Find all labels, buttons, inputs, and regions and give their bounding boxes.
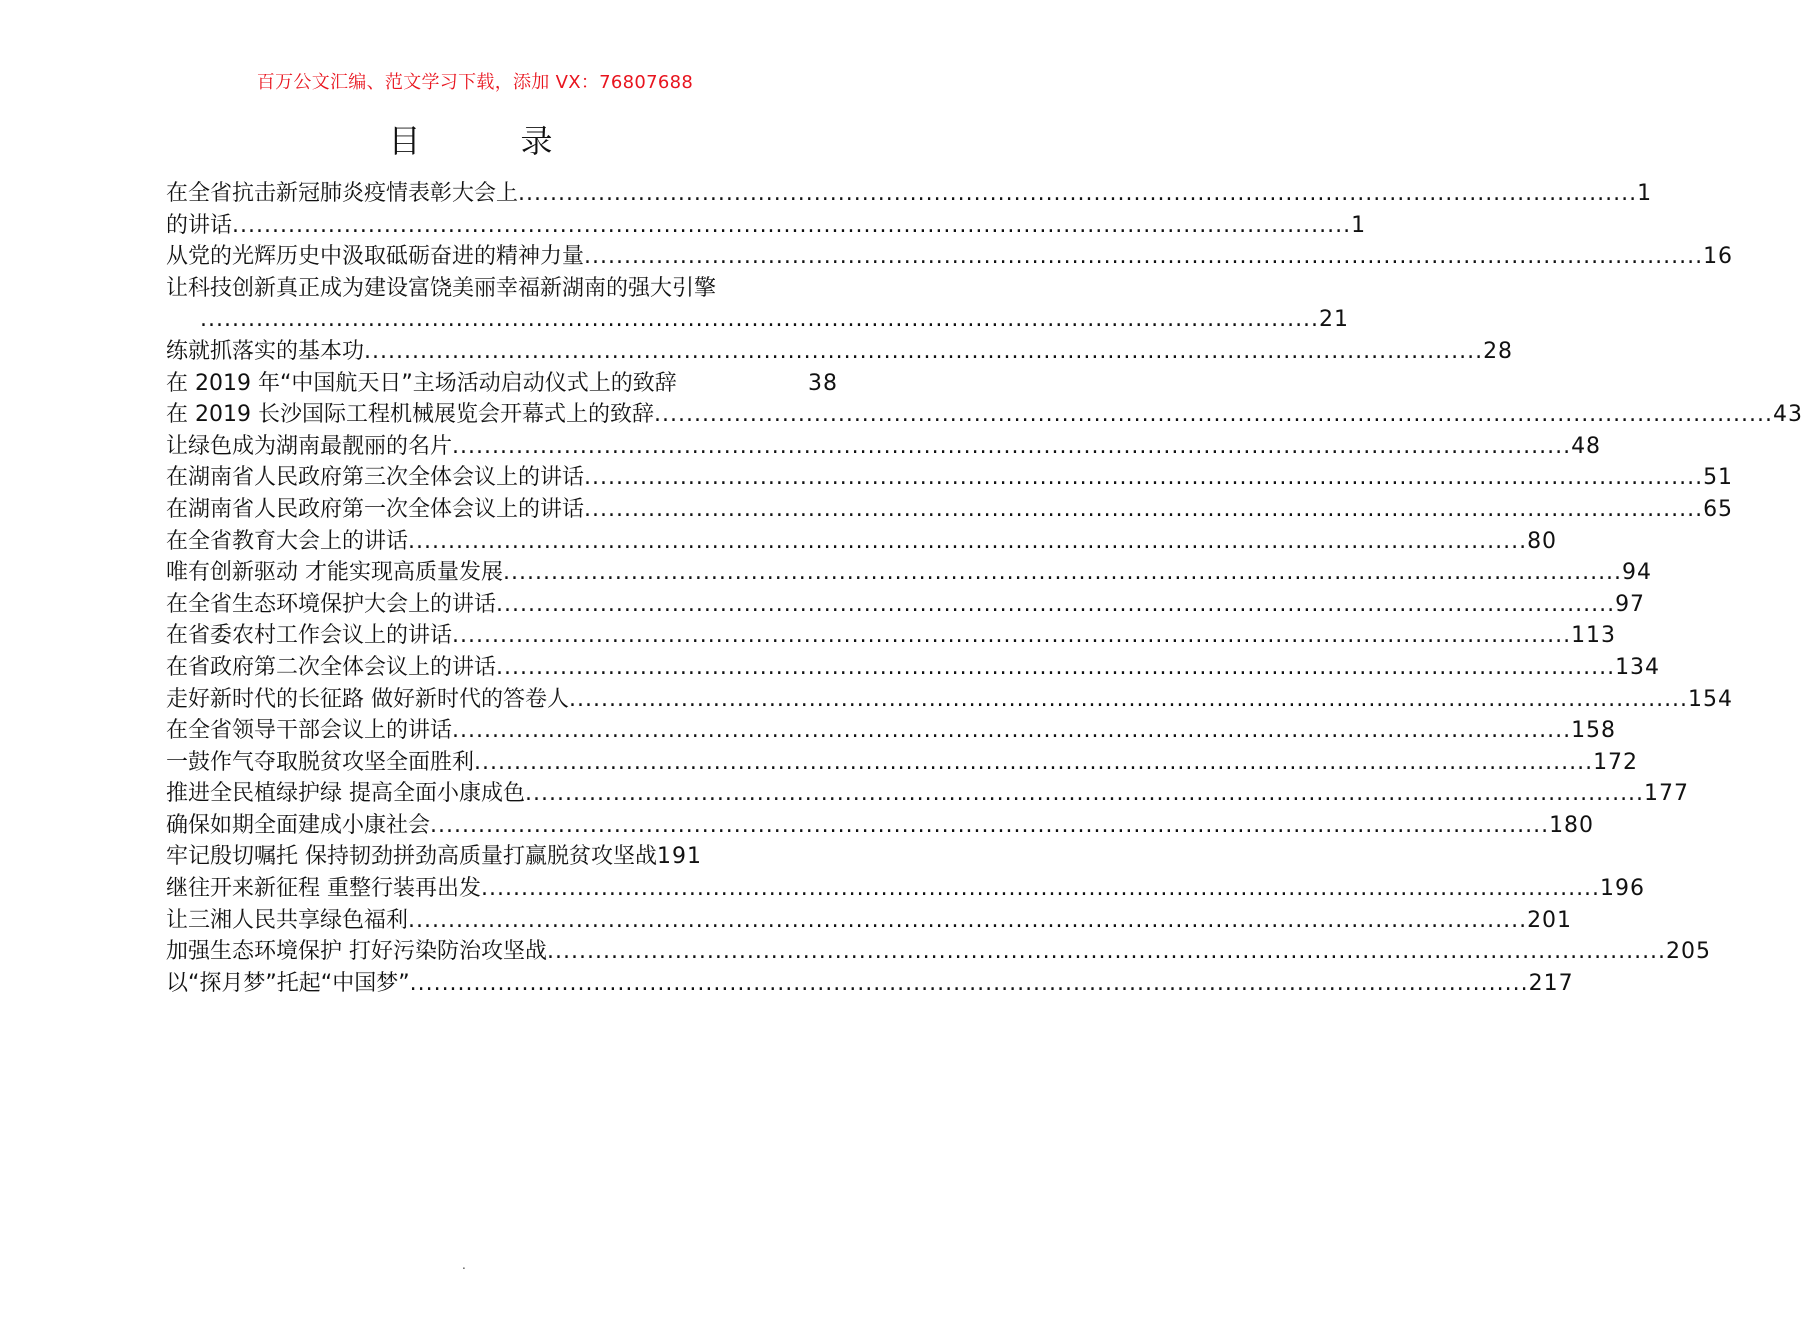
toc-entry-page: 113 bbox=[1571, 623, 1617, 649]
toc-leader-dots bbox=[232, 210, 1351, 242]
toc-entry-continuation[interactable] bbox=[166, 304, 1350, 336]
toc-leader-dots bbox=[525, 778, 1644, 810]
toc-entry-page: 51 bbox=[1703, 465, 1734, 491]
toc-entry-title: 在 2019 长沙国际工程机械展览会开幕式上的致辞 bbox=[166, 402, 654, 428]
toc-leader-dots bbox=[518, 178, 1637, 210]
toc-entry-title: 确保如期全面建成小康社会 bbox=[166, 812, 431, 838]
toc-entry[interactable] bbox=[166, 526, 1558, 558]
toc-leader-dots bbox=[584, 494, 1703, 526]
toc-entry-title: 唯有创新驱动 才能实现高质量发展 bbox=[166, 560, 503, 586]
toc-entry-page: 80 bbox=[1527, 528, 1558, 554]
toc-entry-title: 加强生态环境保护 打好污染防治攻坚战 bbox=[166, 939, 547, 965]
toc-entry-page: 201 bbox=[1527, 907, 1573, 933]
toc-entry-title: 在省委农村工作会议上的讲话 bbox=[166, 623, 453, 649]
toc-entry-title: 在湖南省人民政府第一次全体会议上的讲话 bbox=[166, 496, 585, 522]
toc-leader-dots bbox=[496, 589, 1615, 621]
toc-leader-dots bbox=[474, 747, 1593, 779]
toc-entry-page: 43 bbox=[1773, 402, 1803, 428]
toc-entry[interactable] bbox=[166, 620, 1617, 652]
toc-entry-title: 在省政府第二次全体会议上的讲话 bbox=[166, 654, 497, 680]
page-number-mark: . bbox=[462, 1258, 466, 1272]
toc-entry-page: 1 bbox=[1351, 212, 1367, 238]
toc-leader-dots bbox=[584, 462, 1703, 494]
toc-leader-dots bbox=[452, 620, 1571, 652]
toc-entry-page: 94 bbox=[1622, 560, 1653, 586]
toc-entry-title: 牢记殷切嘱托 保持韧劲拼劲高质量打赢脱贫攻坚战 bbox=[166, 844, 657, 870]
toc-entry-page: 21 bbox=[1319, 307, 1350, 333]
toc-leader-dots bbox=[547, 936, 1666, 968]
toc-leader-dots bbox=[452, 431, 1571, 463]
toc-entry-page: 38 bbox=[808, 370, 838, 396]
toc-entry[interactable] bbox=[166, 905, 1573, 937]
toc-entry-title: 在全省领导干部会议上的讲话 bbox=[166, 718, 453, 744]
header-watermark-note: 百万公文汇编、范文学习下载，添加 VX：76807688 bbox=[256, 72, 694, 93]
toc-entry-page: 180 bbox=[1549, 812, 1595, 838]
toc-entry[interactable] bbox=[166, 494, 1734, 526]
toc-leader-dots bbox=[481, 873, 1600, 905]
toc-leader-dots bbox=[410, 968, 1529, 1000]
toc-entry-page: 205 bbox=[1666, 939, 1712, 965]
toc-entry-title: 从党的光辉历史中汲取砥砺奋进的精神力量 bbox=[166, 244, 585, 270]
toc-leader-dots bbox=[584, 241, 1703, 273]
toc-entry[interactable] bbox=[166, 778, 1690, 810]
toc-entry-title: 在湖南省人民政府第三次全体会议上的讲话 bbox=[166, 465, 585, 491]
toc-entry[interactable] bbox=[166, 715, 1617, 747]
toc-leader-dots bbox=[569, 684, 1688, 716]
toc-entry[interactable] bbox=[166, 399, 1803, 431]
toc-entry[interactable] bbox=[166, 210, 1367, 242]
toc-entry[interactable] bbox=[166, 936, 1712, 968]
toc-entry-page: 97 bbox=[1615, 591, 1646, 617]
toc-entry-title: 在全省抗击新冠肺炎疫情表彰大会上 bbox=[166, 181, 519, 206]
toc-entry-title: 一鼓作气夺取脱贫攻坚全面胜利 bbox=[166, 749, 475, 775]
toc-entry-title: 在全省教育大会上的讲话 bbox=[166, 528, 409, 554]
toc-entry-title: 让科技创新真正成为建设富饶美丽幸福新湖南的强大引擎 bbox=[166, 275, 717, 301]
toc-entry[interactable] bbox=[166, 810, 1595, 842]
toc-entry-page: 191 bbox=[657, 844, 702, 870]
toc-entry-title: 让绿色成为湖南最靓丽的名片 bbox=[166, 433, 453, 459]
toc-entry[interactable] bbox=[166, 589, 1646, 621]
toc-entry[interactable] bbox=[166, 747, 1639, 779]
toc-leader-dots bbox=[408, 526, 1527, 558]
toc-leader-dots bbox=[654, 399, 1773, 431]
toc-entry-title: 在全省生态环境保护大会上的讲话 bbox=[166, 591, 497, 617]
toc-entry[interactable] bbox=[166, 178, 1653, 210]
toc-entry[interactable] bbox=[166, 336, 1514, 368]
toc-entry-page: 196 bbox=[1600, 876, 1646, 902]
table-of-contents bbox=[166, 178, 1803, 999]
toc-entry-page: 65 bbox=[1703, 496, 1734, 522]
toc-entry[interactable] bbox=[166, 462, 1734, 494]
toc-entry-title: 走好新时代的长征路 做好新时代的答卷人 bbox=[166, 686, 569, 712]
toc-entry-page: 154 bbox=[1688, 686, 1734, 712]
toc-entry-title: 继往开来新征程 重整行装再出发 bbox=[166, 876, 481, 902]
toc-entry[interactable] bbox=[166, 684, 1734, 716]
toc-entry-page: 177 bbox=[1644, 781, 1690, 807]
toc-entry-page: 48 bbox=[1571, 433, 1602, 459]
toc-entry[interactable] bbox=[166, 873, 1646, 905]
toc-entry-page: 1 bbox=[1637, 181, 1653, 206]
toc-entry[interactable] bbox=[166, 841, 838, 873]
toc-entry-title: 练就抓落实的基本功 bbox=[166, 338, 365, 364]
toc-leader-dots bbox=[200, 304, 1319, 336]
toc-entry[interactable] bbox=[166, 968, 1574, 1000]
toc-leader-dots bbox=[496, 652, 1615, 684]
toc-entry[interactable] bbox=[166, 557, 1653, 589]
toc-entry-title: 在 2019 年“中国航天日”主场活动启动仪式上的致辞 bbox=[166, 370, 677, 396]
toc-leader-dots bbox=[503, 557, 1622, 589]
toc-entry[interactable] bbox=[166, 431, 1602, 463]
toc-leader-dots bbox=[364, 336, 1483, 368]
toc-entry-page: 217 bbox=[1528, 970, 1574, 996]
toc-entry[interactable] bbox=[166, 241, 1734, 273]
toc-entry-page: 158 bbox=[1571, 718, 1617, 744]
toc-entry[interactable] bbox=[166, 368, 838, 400]
toc-entry[interactable] bbox=[166, 273, 838, 305]
toc-entry-page: 172 bbox=[1593, 749, 1639, 775]
toc-entry-title: 让三湘人民共享绿色福利 bbox=[166, 907, 409, 933]
toc-entry-title: 以“探月梦”托起“中国梦” bbox=[166, 970, 410, 996]
page-title: 目 录 bbox=[388, 122, 587, 160]
toc-entry-page: 16 bbox=[1703, 244, 1734, 270]
toc-leader-dots bbox=[452, 715, 1571, 747]
toc-leader-dots bbox=[408, 905, 1527, 937]
toc-leader-dots bbox=[430, 810, 1549, 842]
toc-entry-title: 的讲话 bbox=[166, 212, 233, 238]
toc-entry[interactable] bbox=[166, 652, 1661, 684]
toc-entry-page: 134 bbox=[1615, 654, 1661, 680]
toc-entry-title: 推进全民植绿护绿 提高全面小康成色 bbox=[166, 781, 525, 807]
toc-entry-page: 28 bbox=[1483, 338, 1514, 364]
